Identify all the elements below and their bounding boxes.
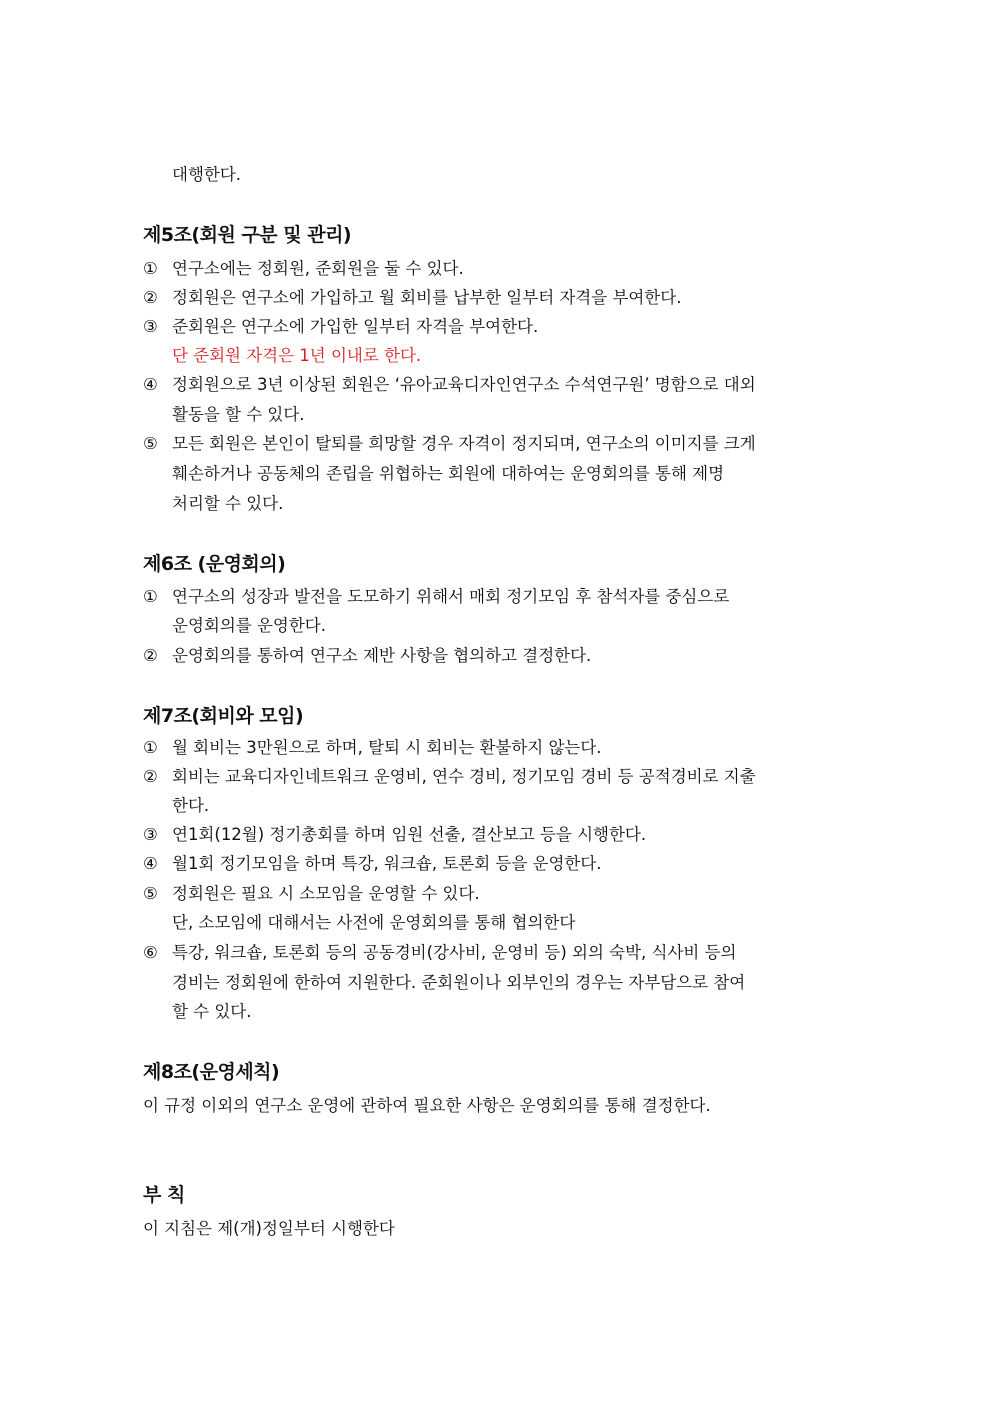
item-text: 연구소의 성장과 발전을 도모하기 위해서 매회 정기모임 후 참석자를 중심으로 <box>172 587 730 606</box>
article7-item-5-line-2: 단, 소모임에 대해서는 사전에 운영회의를 통해 협의한다 <box>172 913 576 932</box>
item-number: ① <box>143 587 158 606</box>
item-number: ⑥ <box>143 943 158 962</box>
article5-item-3 <box>143 316 538 338</box>
item-number: ② <box>143 767 158 786</box>
article7-item-6-line-3: 할 수 있다. <box>172 1002 252 1021</box>
article5-item-3-note: 단 준회원 자격은 1년 이내로 한다. <box>172 346 422 365</box>
item-text: 월1회 정기모임을 하며 특강, 워크숍, 토론회 등을 운영한다. <box>172 854 602 873</box>
article5-item-5-line-2: 훼손하거나 공동체의 존립을 위협하는 회원에 대하여는 운영회의를 통해 제명 <box>172 464 725 483</box>
article7-item-3 <box>143 824 646 846</box>
item-number: ③ <box>143 825 158 844</box>
item-number: ⑤ <box>143 884 158 903</box>
item-text: 모든 회원은 본인이 탈퇴를 희망할 경우 자격이 정지되며, 연구소의 이미지를 크게 <box>172 434 756 453</box>
item-text: 연구소에는 정회원, 준회원을 둘 수 있다. <box>172 259 464 278</box>
article5-item-5-line-3: 처리할 수 있다. <box>172 494 284 513</box>
article8-title: 제8조(운영세칙) <box>143 1061 280 1083</box>
item-number: ④ <box>143 854 158 873</box>
intro-text: 대행한다. <box>172 165 242 184</box>
article8-text: 이 규정 이외의 연구소 운영에 관하여 필요한 사항은 운영회의를 통해 결정한다. <box>143 1096 711 1115</box>
item-number: ② <box>143 646 158 665</box>
article7-item-2 <box>143 766 756 788</box>
article5-item-4-line-2: 활동을 할 수 있다. <box>172 405 305 424</box>
item-number: ③ <box>143 317 158 336</box>
article7-item-1 <box>143 737 602 759</box>
article5-title: 제5조(회원 구분 및 관리) <box>143 224 352 246</box>
article7-item-5 <box>143 883 480 905</box>
item-number: ⑤ <box>143 434 158 453</box>
item-text: 회비는 교육디자인네트워크 운영비, 연수 경비, 정기모임 경비 등 공적경비로 지출 <box>172 767 756 786</box>
article7-item-2-line-2: 한다. <box>172 796 210 815</box>
appendix-text: 이 지침은 제(개)정일부터 시행한다 <box>143 1219 395 1238</box>
item-text: 준회원은 연구소에 가입한 일부터 자격을 부여한다. <box>172 317 539 336</box>
item-text: 운영회의를 통하여 연구소 제반 사항을 협의하고 결정한다. <box>172 646 592 665</box>
item-text: 특강, 워크숍, 토론회 등의 공동경비(강사비, 운영비 등) 외의 숙박, 식사비 등의 <box>172 943 737 962</box>
article7-title: 제7조(회비와 모임) <box>143 705 304 727</box>
item-text: 월 회비는 3만원으로 하며, 탈퇴 시 회비는 환불하지 않는다. <box>172 738 602 757</box>
item-text: 정회원은 필요 시 소모임을 운영할 수 있다. <box>172 884 480 903</box>
article5-item-5 <box>143 433 756 455</box>
article6-item-2 <box>143 645 591 667</box>
article5-item-4 <box>143 374 756 396</box>
article6-item-1-line-2: 운영회의를 운영한다. <box>172 616 326 635</box>
article5-item-1 <box>143 258 464 280</box>
item-number: ① <box>143 738 158 757</box>
appendix-title: 부 칙 <box>143 1184 185 1206</box>
article7-item-6 <box>143 942 736 964</box>
article7-item-4 <box>143 853 602 875</box>
item-number: ② <box>143 288 158 307</box>
article6-item-1 <box>143 586 729 608</box>
item-text: 연1회(12월) 정기총회를 하며 임원 선출, 결산보고 등을 시행한다. <box>172 825 647 844</box>
article7-item-6-line-2: 경비는 정회원에 한하여 지원한다. 준회원이나 외부인의 경우는 자부담으로 참여 <box>172 973 746 992</box>
item-number: ④ <box>143 375 158 394</box>
item-text: 정회원은 연구소에 가입하고 월 회비를 납부한 일부터 자격을 부여한다. <box>172 288 682 307</box>
article6-title: 제6조 (운영회의) <box>143 553 286 575</box>
item-text: 정회원으로 3년 이상된 회원은 ‘유아교육디자인연구소 수석연구원’ 명함으로 대외 <box>172 375 756 394</box>
article5-item-2 <box>143 287 681 309</box>
item-number: ① <box>143 259 158 278</box>
